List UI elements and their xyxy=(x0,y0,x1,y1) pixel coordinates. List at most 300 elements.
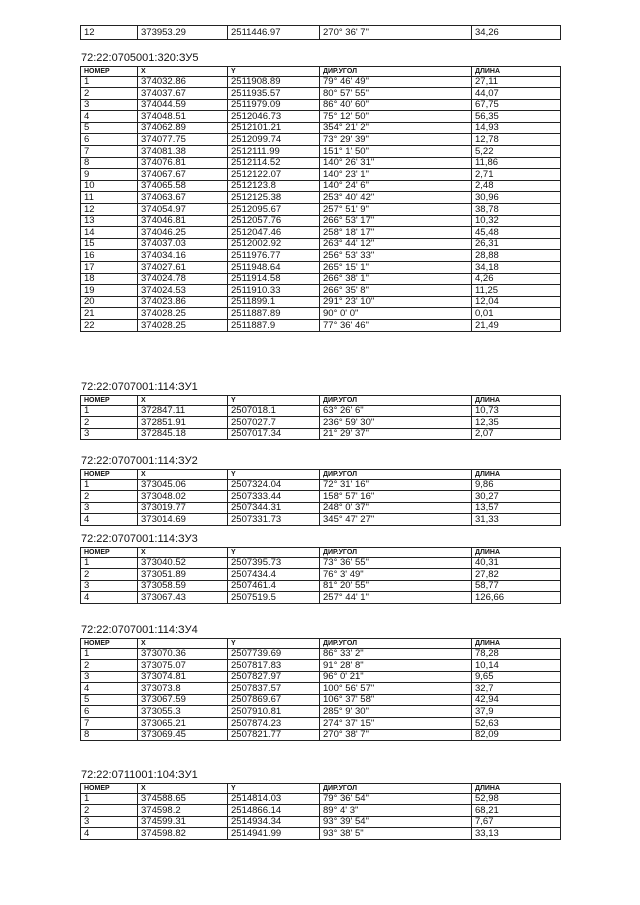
cell-number: 4 xyxy=(81,592,138,604)
cell-angle: 291° 23' 10" xyxy=(320,296,472,308)
cell-y: 2511887.9 xyxy=(228,319,320,331)
cell-number: 19 xyxy=(81,285,138,297)
cell-number: 2 xyxy=(81,491,138,503)
section-4 xyxy=(80,533,561,604)
cell-number: 2 xyxy=(81,805,138,817)
cell-length: 67,75 xyxy=(472,99,561,111)
cell-y: 2512114.52 xyxy=(228,157,320,169)
cell-x: 373070.36 xyxy=(138,648,228,660)
cell-angle: 140° 24' 6" xyxy=(320,180,472,192)
cell-x: 374067.67 xyxy=(138,169,228,181)
cell-y: 2512122.07 xyxy=(228,169,320,181)
table-row xyxy=(81,296,561,308)
cell-length: 21,49 xyxy=(472,319,561,331)
cell-number: 3 xyxy=(81,428,138,440)
cell-x: 373014.69 xyxy=(138,514,228,526)
column-header-angle: ДИР.УГОЛ xyxy=(320,67,472,77)
table-row xyxy=(81,192,561,204)
cell-length: 14,93 xyxy=(472,122,561,134)
cell-length: 2,48 xyxy=(472,180,561,192)
table-row xyxy=(81,793,561,805)
cell-number: 4 xyxy=(81,111,138,123)
cell-number: 15 xyxy=(81,238,138,250)
cell-number: 7 xyxy=(81,146,138,158)
cell-y: 2512125.38 xyxy=(228,192,320,204)
table-row xyxy=(81,180,561,192)
cell-angle: 81° 20' 55" xyxy=(320,580,472,592)
column-header-y: Y xyxy=(228,639,320,649)
cell-y: 2507869.67 xyxy=(228,694,320,706)
table-row xyxy=(81,502,561,514)
table-row xyxy=(81,580,561,592)
cell-y: 2507331.73 xyxy=(228,514,320,526)
table-row xyxy=(81,805,561,817)
cell-number: 7 xyxy=(81,718,138,730)
cell-length: 34,18 xyxy=(472,262,561,274)
table-row xyxy=(81,428,561,440)
cell-length: 12,35 xyxy=(472,417,561,429)
column-header-x: X xyxy=(138,67,228,77)
section-2 xyxy=(80,381,561,440)
header-row xyxy=(81,396,561,406)
coordinates-table xyxy=(80,638,561,741)
table-row xyxy=(81,683,561,695)
cell-number: 2 xyxy=(81,660,138,672)
cell-y: 2512123.8 xyxy=(228,180,320,192)
cell-x: 374028.25 xyxy=(138,319,228,331)
cell-x: 374044.59 xyxy=(138,99,228,111)
cell-y: 2511914.58 xyxy=(228,273,320,285)
section-title: 72:22:0707001:114:ЗУ4 xyxy=(81,624,198,636)
cell-length: 42,94 xyxy=(472,694,561,706)
table-row xyxy=(81,238,561,250)
cell-y: 2511976.77 xyxy=(228,250,320,262)
cell-length: 33,13 xyxy=(472,828,561,840)
cell-length: 2,71 xyxy=(472,169,561,181)
column-header-x: X xyxy=(138,396,228,406)
table-row xyxy=(81,262,561,274)
cell-x: 373019.77 xyxy=(138,502,228,514)
cell-y: 2507434.4 xyxy=(228,569,320,581)
cell-length: 10,73 xyxy=(472,405,561,417)
section-6 xyxy=(80,769,561,840)
cell-length: 31,33 xyxy=(472,514,561,526)
cell-angle: 270° 36' 7" xyxy=(320,26,472,40)
coordinates-table xyxy=(80,783,561,840)
cell-x: 374024.53 xyxy=(138,285,228,297)
cell-angle: 266° 53' 17" xyxy=(320,215,472,227)
coordinates-table xyxy=(80,547,561,604)
cell-y: 2512111.99 xyxy=(228,146,320,158)
cell-y: 2511979.09 xyxy=(228,99,320,111)
cell-y: 2507827.97 xyxy=(228,671,320,683)
cell-number: 3 xyxy=(81,580,138,592)
cell-x: 374037.67 xyxy=(138,88,228,100)
cell-angle: 79° 36' 54" xyxy=(320,793,472,805)
cell-angle: 151° 1' 50" xyxy=(320,146,472,158)
table-row xyxy=(81,319,561,331)
cell-x: 374062.89 xyxy=(138,122,228,134)
cell-angle: 91° 28' 8" xyxy=(320,660,472,672)
cell-number: 4 xyxy=(81,683,138,695)
coordinates-table xyxy=(80,395,561,440)
cell-angle: 158° 57' 16" xyxy=(320,491,472,503)
cell-number: 20 xyxy=(81,296,138,308)
column-header-y: Y xyxy=(228,784,320,794)
cell-y: 2511446.97 xyxy=(228,26,320,40)
column-header-y: Y xyxy=(228,548,320,558)
cell-x: 373067.43 xyxy=(138,592,228,604)
cell-length: 38,78 xyxy=(472,204,561,216)
cell-length: 9,86 xyxy=(472,479,561,491)
cell-x: 374076.81 xyxy=(138,157,228,169)
column-header-y: Y xyxy=(228,396,320,406)
cell-y: 2511887.89 xyxy=(228,308,320,320)
cell-x: 373073.8 xyxy=(138,683,228,695)
cell-number: 1 xyxy=(81,793,138,805)
cell-angle: 93° 38' 5" xyxy=(320,828,472,840)
cell-number: 3 xyxy=(81,816,138,828)
cell-length: 32,7 xyxy=(472,683,561,695)
cell-x: 372847.11 xyxy=(138,405,228,417)
cell-number: 2 xyxy=(81,417,138,429)
cell-x: 374024.78 xyxy=(138,273,228,285)
cell-x: 374027.61 xyxy=(138,262,228,274)
cell-number: 16 xyxy=(81,250,138,262)
cell-x: 373074.81 xyxy=(138,671,228,683)
cell-angle: 63° 26' 6" xyxy=(320,405,472,417)
column-header-num: НОМЕР xyxy=(81,639,138,649)
cell-angle: 79° 46' 49" xyxy=(320,76,472,88)
section-title: 72:22:0705001:320:ЗУ5 xyxy=(81,52,199,64)
cell-angle: 265° 15' 1" xyxy=(320,262,472,274)
cell-angle: 258° 18' 17" xyxy=(320,227,472,239)
header-row xyxy=(81,784,561,794)
cell-length: 56,35 xyxy=(472,111,561,123)
cell-length: 30,96 xyxy=(472,192,561,204)
cell-length: 13,57 xyxy=(472,502,561,514)
column-header-length: ДЛИНА xyxy=(472,548,561,558)
cell-length: 7,67 xyxy=(472,816,561,828)
table-row xyxy=(81,308,561,320)
cell-number: 1 xyxy=(81,557,138,569)
cell-length: 40,31 xyxy=(472,557,561,569)
cell-length: 10,14 xyxy=(472,660,561,672)
table-row xyxy=(81,557,561,569)
cell-x: 374046.81 xyxy=(138,215,228,227)
column-header-length: ДЛИНА xyxy=(472,784,561,794)
header-row xyxy=(81,67,561,77)
cell-length: 4,26 xyxy=(472,273,561,285)
cell-y: 2507333.44 xyxy=(228,491,320,503)
column-header-y: Y xyxy=(228,67,320,77)
table-row xyxy=(81,592,561,604)
cell-length: 26,31 xyxy=(472,238,561,250)
column-header-angle: ДИР.УГОЛ xyxy=(320,396,472,406)
cell-x: 373058.59 xyxy=(138,580,228,592)
cell-y: 2514814.03 xyxy=(228,793,320,805)
table-row xyxy=(81,514,561,526)
cell-angle: 266° 35' 8" xyxy=(320,285,472,297)
cell-y: 2511899.1 xyxy=(228,296,320,308)
table-row xyxy=(81,99,561,111)
table-row xyxy=(81,405,561,417)
cell-angle: 100° 56' 57" xyxy=(320,683,472,695)
table-row xyxy=(81,491,561,503)
cell-number: 8 xyxy=(81,157,138,169)
cell-length: 82,09 xyxy=(472,729,561,741)
cell-y: 2507910.81 xyxy=(228,706,320,718)
cell-y: 2512095.67 xyxy=(228,204,320,216)
cell-number: 5 xyxy=(81,122,138,134)
column-header-x: X xyxy=(138,470,228,480)
cell-angle: 86° 33' 2" xyxy=(320,648,472,660)
cell-y: 2507519.5 xyxy=(228,592,320,604)
cell-length: 28,88 xyxy=(472,250,561,262)
cell-angle: 248° 0' 37" xyxy=(320,502,472,514)
table-row xyxy=(81,122,561,134)
table-row xyxy=(81,227,561,239)
section-title: 72:22:0707001:114:ЗУ3 xyxy=(81,533,198,545)
cell-y: 2511935.57 xyxy=(228,88,320,100)
cell-length: 37,9 xyxy=(472,706,561,718)
cell-y: 2507739.69 xyxy=(228,648,320,660)
cell-y: 2512101.21 xyxy=(228,122,320,134)
cell-length: 30,27 xyxy=(472,491,561,503)
header-row xyxy=(81,470,561,480)
cell-number: 21 xyxy=(81,308,138,320)
table-row xyxy=(81,285,561,297)
column-header-num: НОМЕР xyxy=(81,396,138,406)
table-row xyxy=(81,706,561,718)
column-header-angle: ДИР.УГОЛ xyxy=(320,784,472,794)
column-header-length: ДЛИНА xyxy=(472,67,561,77)
cell-x: 374065.58 xyxy=(138,180,228,192)
cell-angle: 263° 44' 12" xyxy=(320,238,472,250)
cell-angle: 86° 40' 60" xyxy=(320,99,472,111)
table-row xyxy=(81,718,561,730)
cell-length: 11,86 xyxy=(472,157,561,169)
section-title: 72:22:0707001:114:ЗУ2 xyxy=(81,455,198,467)
cell-y: 2507817.83 xyxy=(228,660,320,672)
section-title: 72:22:0711001:104:ЗУ1 xyxy=(81,769,198,781)
cell-number: 4 xyxy=(81,514,138,526)
cell-y: 2511948.64 xyxy=(228,262,320,274)
cell-number: 12 xyxy=(81,204,138,216)
cell-x: 373065.21 xyxy=(138,718,228,730)
cell-number: 1 xyxy=(81,76,138,88)
cell-y: 2511908.89 xyxy=(228,76,320,88)
cell-number: 17 xyxy=(81,262,138,274)
cell-y: 2511910.33 xyxy=(228,285,320,297)
cell-number: 1 xyxy=(81,648,138,660)
cell-angle: 236° 59' 30" xyxy=(320,417,472,429)
table-row xyxy=(81,157,561,169)
cell-angle: 73° 29' 39" xyxy=(320,134,472,146)
cell-angle: 140° 23' 1" xyxy=(320,169,472,181)
cell-number: 13 xyxy=(81,215,138,227)
cell-number: 3 xyxy=(81,671,138,683)
cell-x: 374081.38 xyxy=(138,146,228,158)
coordinates-table xyxy=(80,25,561,40)
column-header-length: ДЛИНА xyxy=(472,639,561,649)
cell-x: 374054.97 xyxy=(138,204,228,216)
column-header-angle: ДИР.УГОЛ xyxy=(320,639,472,649)
cell-number: 18 xyxy=(81,273,138,285)
cell-length: 12,78 xyxy=(472,134,561,146)
section-5 xyxy=(80,624,561,741)
table-row xyxy=(81,250,561,262)
column-header-length: ДЛИНА xyxy=(472,396,561,406)
cell-x: 373055.3 xyxy=(138,706,228,718)
column-header-num: НОМЕР xyxy=(81,470,138,480)
cell-angle: 75° 12' 50" xyxy=(320,111,472,123)
cell-number: 22 xyxy=(81,319,138,331)
column-header-num: НОМЕР xyxy=(81,548,138,558)
table-row xyxy=(81,694,561,706)
cell-length: 45,48 xyxy=(472,227,561,239)
cell-angle: 257° 51' 9" xyxy=(320,204,472,216)
cell-x: 374046.25 xyxy=(138,227,228,239)
cell-y: 2512002.92 xyxy=(228,238,320,250)
cell-length: 78,28 xyxy=(472,648,561,660)
cell-y: 2512057.76 xyxy=(228,215,320,227)
cell-number: 2 xyxy=(81,569,138,581)
cell-x: 374037.03 xyxy=(138,238,228,250)
cell-length: 52,63 xyxy=(472,718,561,730)
cell-number: 10 xyxy=(81,180,138,192)
cell-number: 11 xyxy=(81,192,138,204)
cell-x: 374598.82 xyxy=(138,828,228,840)
table-row xyxy=(81,134,561,146)
cell-angle: 89° 4' 3" xyxy=(320,805,472,817)
cell-x: 374588.65 xyxy=(138,793,228,805)
cell-x: 373067.59 xyxy=(138,694,228,706)
cell-y: 2507027.7 xyxy=(228,417,320,429)
cell-angle: 270° 38' 7" xyxy=(320,729,472,741)
table-row xyxy=(81,671,561,683)
cell-angle: 285° 9' 30" xyxy=(320,706,472,718)
cell-x: 374598.2 xyxy=(138,805,228,817)
section-title: 72:22:0707001:114:ЗУ1 xyxy=(81,381,198,393)
cell-angle: 80° 57' 55" xyxy=(320,88,472,100)
cell-angle: 72° 31' 16" xyxy=(320,479,472,491)
table-row xyxy=(81,569,561,581)
cell-number: 14 xyxy=(81,227,138,239)
cell-x: 374048.51 xyxy=(138,111,228,123)
column-header-x: X xyxy=(138,639,228,649)
cell-number: 6 xyxy=(81,706,138,718)
cell-x: 374063.67 xyxy=(138,192,228,204)
cell-number: 5 xyxy=(81,694,138,706)
cell-angle: 76° 3' 49" xyxy=(320,569,472,581)
cell-angle: 93° 39' 54" xyxy=(320,816,472,828)
cell-angle: 354° 21' 2" xyxy=(320,122,472,134)
cell-y: 2512046.73 xyxy=(228,111,320,123)
header-row xyxy=(81,639,561,649)
cell-y: 2514941.99 xyxy=(228,828,320,840)
cell-x: 373045.06 xyxy=(138,479,228,491)
cell-y: 2512099.74 xyxy=(228,134,320,146)
table-row xyxy=(81,417,561,429)
section-1 xyxy=(80,52,561,332)
table-row xyxy=(81,169,561,181)
cell-x: 373953.29 xyxy=(138,26,228,40)
coordinates-table xyxy=(80,469,561,526)
continuation-table xyxy=(80,25,561,40)
table-row xyxy=(81,215,561,227)
cell-number: 4 xyxy=(81,828,138,840)
cell-angle: 256° 53' 33" xyxy=(320,250,472,262)
table-row xyxy=(81,273,561,285)
cell-length: 126,66 xyxy=(472,592,561,604)
cell-y: 2507874.23 xyxy=(228,718,320,730)
cell-y: 2507395.73 xyxy=(228,557,320,569)
cell-angle: 140° 26' 31" xyxy=(320,157,472,169)
cell-angle: 96° 0' 21" xyxy=(320,671,472,683)
cell-number: 8 xyxy=(81,729,138,741)
cell-number: 2 xyxy=(81,88,138,100)
cell-angle: 77° 36' 46" xyxy=(320,319,472,331)
cell-y: 2507461.4 xyxy=(228,580,320,592)
cell-length: 12,04 xyxy=(472,296,561,308)
cell-angle: 106° 37' 58" xyxy=(320,694,472,706)
cell-angle: 266° 38' 1" xyxy=(320,273,472,285)
cell-angle: 253° 40' 42" xyxy=(320,192,472,204)
cell-x: 372845.18 xyxy=(138,428,228,440)
cell-x: 373048.02 xyxy=(138,491,228,503)
cell-y: 2507324.04 xyxy=(228,479,320,491)
cell-length: 68,21 xyxy=(472,805,561,817)
cell-length: 34,26 xyxy=(472,26,561,40)
cell-y: 2507837.57 xyxy=(228,683,320,695)
table-row xyxy=(81,26,561,40)
table-row xyxy=(81,76,561,88)
cell-y: 2512047.46 xyxy=(228,227,320,239)
column-header-length: ДЛИНА xyxy=(472,470,561,480)
cell-x: 374023.86 xyxy=(138,296,228,308)
cell-x: 374077.75 xyxy=(138,134,228,146)
cell-number: 3 xyxy=(81,99,138,111)
cell-angle: 73° 36' 55" xyxy=(320,557,472,569)
cell-number: 1 xyxy=(81,405,138,417)
cell-number: 1 xyxy=(81,479,138,491)
cell-x: 373040.52 xyxy=(138,557,228,569)
table-row xyxy=(81,828,561,840)
cell-y: 2514934.34 xyxy=(228,816,320,828)
table-row xyxy=(81,816,561,828)
table-row xyxy=(81,204,561,216)
cell-x: 374034.16 xyxy=(138,250,228,262)
cell-length: 11,25 xyxy=(472,285,561,297)
table-row xyxy=(81,660,561,672)
column-header-num: НОМЕР xyxy=(81,784,138,794)
table-row xyxy=(81,729,561,741)
column-header-y: Y xyxy=(228,470,320,480)
table-row xyxy=(81,146,561,158)
cell-number: 12 xyxy=(81,26,138,40)
table-row xyxy=(81,479,561,491)
cell-length: 10,32 xyxy=(472,215,561,227)
cell-x: 374599.31 xyxy=(138,816,228,828)
table-row xyxy=(81,88,561,100)
cell-x: 373051.89 xyxy=(138,569,228,581)
cell-length: 0,01 xyxy=(472,308,561,320)
cell-number: 6 xyxy=(81,134,138,146)
cell-length: 52,98 xyxy=(472,793,561,805)
cell-angle: 345° 47' 27" xyxy=(320,514,472,526)
column-header-x: X xyxy=(138,548,228,558)
